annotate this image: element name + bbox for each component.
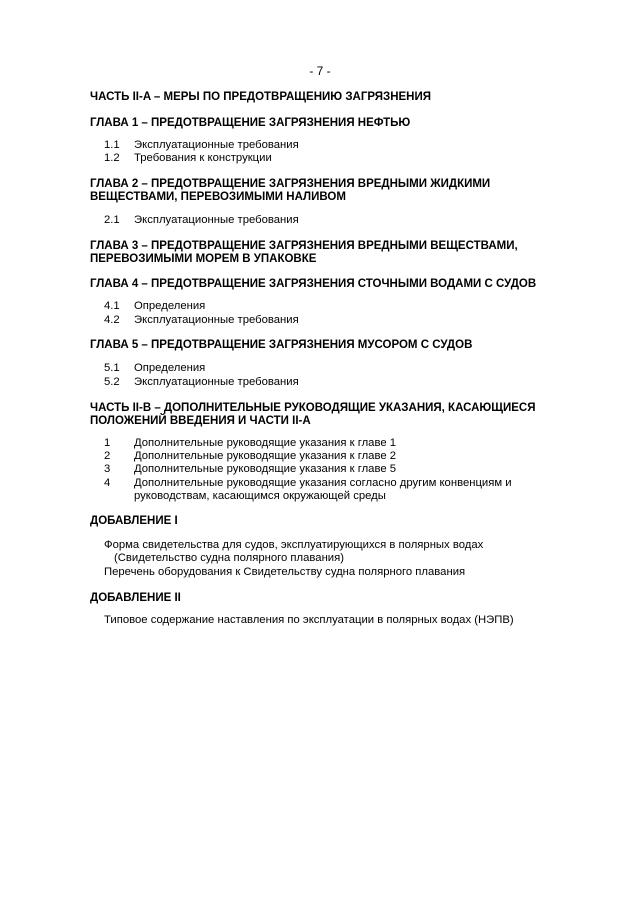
ch5-item-num: 5.1 xyxy=(104,362,120,374)
ch1-item-text: Эксплуатационные требования xyxy=(134,139,299,151)
ch5-item-text: Эксплуатационные требования xyxy=(134,376,299,388)
part-b-item-text-continued: руководствам, касающимся окружающей среды xyxy=(134,490,386,502)
chapter-4-heading: ГЛАВА 4 – ПРЕДОТВРАЩЕНИЕ ЗАГРЯЗНЕНИЯ СТОЧНЫМИ ВОДАМИ С СУДОВ xyxy=(90,278,537,290)
appendix-1-line: Форма свидетельства для судов, эксплуатирующихся в полярных водах xyxy=(104,539,484,551)
ch2-item-text: Эксплуатационные требования xyxy=(134,214,299,226)
appendix-2-line: Типовое содержание наставления по эксплуатации в полярных водах (НЭПВ) xyxy=(104,614,514,626)
part-b-heading-line1: ЧАСТЬ II-B – ДОПОЛНИТЕЛЬНЫЕ РУКОВОДЯЩИЕ УКАЗАНИЯ, КАСАЮЩИЕСЯ xyxy=(90,402,536,414)
chapter-2-heading-line2: ВЕЩЕСТВАМИ, ПЕРЕВОЗИМЫМИ НАЛИВОМ xyxy=(90,191,346,203)
part-b-heading-line2: ПОЛОЖЕНИЙ ВВЕДЕНИЯ И ЧАСТИ II-A xyxy=(90,415,311,427)
ch1-item-num: 1.1 xyxy=(104,139,120,151)
appendix-2-heading: ДОБАВЛЕНИЕ II xyxy=(90,592,181,604)
page-number: - 7 - xyxy=(309,64,331,78)
part-b-item-num: 3 xyxy=(104,463,111,475)
appendix-1-heading: ДОБАВЛЕНИЕ I xyxy=(90,515,178,527)
part-b-item-text: Дополнительные руководящие указания к главе 2 xyxy=(134,450,397,462)
ch4-item-text: Эксплуатационные требования xyxy=(134,314,299,326)
appendix-1-line: Перечень оборудования к Свидетельству судна полярного плавания xyxy=(104,566,466,578)
part-b-item-text: Дополнительные руководящие указания к главе 5 xyxy=(134,463,397,475)
ch2-item-num: 2.1 xyxy=(104,214,120,226)
chapter-5-heading: ГЛАВА 5 – ПРЕДОТВРАЩЕНИЕ ЗАГРЯЗНЕНИЯ МУСОРОМ С СУДОВ xyxy=(90,339,473,351)
part-b-item-text: Дополнительные руководящие указания к главе 1 xyxy=(134,437,397,449)
appendix-1-line: (Свидетельство судна полярного плавания) xyxy=(114,552,344,564)
ch5-item-num: 5.2 xyxy=(104,376,120,388)
part-b-item-text: Дополнительные руководящие указания согласно другим конвенциям и xyxy=(134,477,512,489)
ch4-item-num: 4.1 xyxy=(104,300,120,312)
part-b-item-num: 4 xyxy=(104,477,111,489)
ch4-item-num: 4.2 xyxy=(104,314,120,326)
ch1-item-num: 1.2 xyxy=(104,152,120,164)
part-b-item-num: 1 xyxy=(104,437,111,449)
ch1-item-text: Требования к конструкции xyxy=(134,152,272,164)
chapter-1-heading: ГЛАВА 1 – ПРЕДОТВРАЩЕНИЕ ЗАГРЯЗНЕНИЯ НЕФТЬЮ xyxy=(90,117,411,129)
chapter-2-heading-line1: ГЛАВА 2 – ПРЕДОТВРАЩЕНИЕ ЗАГРЯЗНЕНИЯ ВРЕДНЫМИ ЖИДКИМИ xyxy=(90,178,491,190)
part-a-heading: ЧАСТЬ II-A – МЕРЫ ПО ПРЕДОТВРАЩЕНИЮ ЗАГРЯЗНЕНИЯ xyxy=(90,91,432,103)
chapter-3-heading-line2: ПЕРЕВОЗИМЫМИ МОРЕМ В УПАКОВКЕ xyxy=(90,253,317,265)
ch5-item-text: Определения xyxy=(134,362,206,374)
chapter-3-heading-line1: ГЛАВА 3 – ПРЕДОТВРАЩЕНИЕ ЗАГРЯЗНЕНИЯ ВРЕДНЫМИ ВЕЩЕСТВАМИ, xyxy=(90,240,518,252)
part-b-item-num: 2 xyxy=(104,450,111,462)
ch4-item-text: Определения xyxy=(134,300,206,312)
